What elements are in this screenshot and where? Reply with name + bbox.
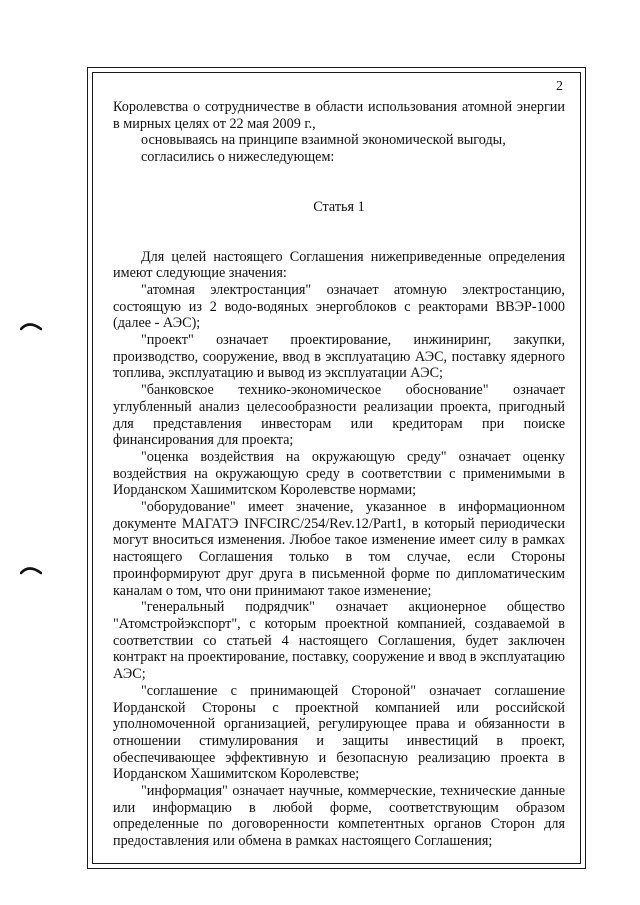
article-heading: Статья 1 (313, 198, 365, 215)
definition-paragraph: "атомная электростанция" означает атомную электростанцию, состоящую из 2 водо-водяных энергоблоков с реакторами ВВЭР-1000 (далее - АЭС); (113, 281, 565, 332)
document-body (113, 99, 565, 850)
definition-paragraph: "генеральный подрядчик" означает акционерное общество "Атомстройэкспорт", с которым проектной компанией, создаваемой в соответствии со статьей 4 настоящего Соглашения, будет заключен контракт на проектирование, поставку, сооружение и ввод в эксплуатацию АЭС; (113, 599, 565, 683)
preamble-paragraph: основываясь на принципе взаимной экономической выгоды, (141, 132, 506, 149)
definition-paragraph: "информация" означает научные, коммерческие, технические данные или информацию в любой форме, соответствующим образом определенные по договоренности компетентных органов Сторон для предоставления или обмена в рамках настоящего Соглашения; (113, 783, 565, 850)
binding-hole-mark (20, 562, 42, 576)
definition-paragraph: "оборудование" имеет значение, указанное в информационном документе МАГАТЭ INFCIRC/254/Rev.12/Part1, в который периодически могут вноситься изменения. Любое такое изменение имеет силу в рамках настоящего Соглашения только в том случае, если Стороны проинформируют друг друга в письменной форме по дипломатическим каналам о том, что они принимают такое изменение; (113, 499, 565, 599)
preamble-paragraph: согласились о нижеследующем: (141, 149, 335, 166)
binding-hole-mark (20, 318, 42, 332)
definition-paragraph: "банковское технико-экономическое обоснование" означает углубленный анализ целесообразности реализации проекта, пригодный для представления инвесторам или кредиторам при поиске финансирования для проекта; (113, 382, 565, 449)
definition-paragraph: "оценка воздействия на окружающую среду" означает оценку воздействия на окружающую среду в соответствии с применимыми в Иорданском Хашимитском Королевстве нормами; (113, 448, 565, 499)
preamble-paragraph: Королевства о сотрудничестве в области использования атомной энергии в мирных целях от 22 мая 2009 г., (113, 99, 565, 132)
article-intro: Для целей настоящего Соглашения нижеприведенные определения имеют следующие значения: (113, 248, 565, 282)
page-number: 2 (556, 79, 563, 94)
definition-paragraph: "проект" означает проектирование, инжиниринг, закупки, производство, сооружение, ввод в эксплуатацию АЭС, поставку ядерного топлива, эксплуатацию и вывод из эксплуатации АЭС; (113, 332, 565, 382)
definition-paragraph: "соглашение с принимающей Стороной" означает соглашение Иорданской Стороны с проектной компанией или российской уполномоченной организацией, регулирующее права и обязанности в отношении стимулирования и защиты инвестиций в проект, обеспечивающее эффективную и безопасную реализацию проекта в Иорданском Хашимитском Королевстве; (113, 682, 565, 783)
